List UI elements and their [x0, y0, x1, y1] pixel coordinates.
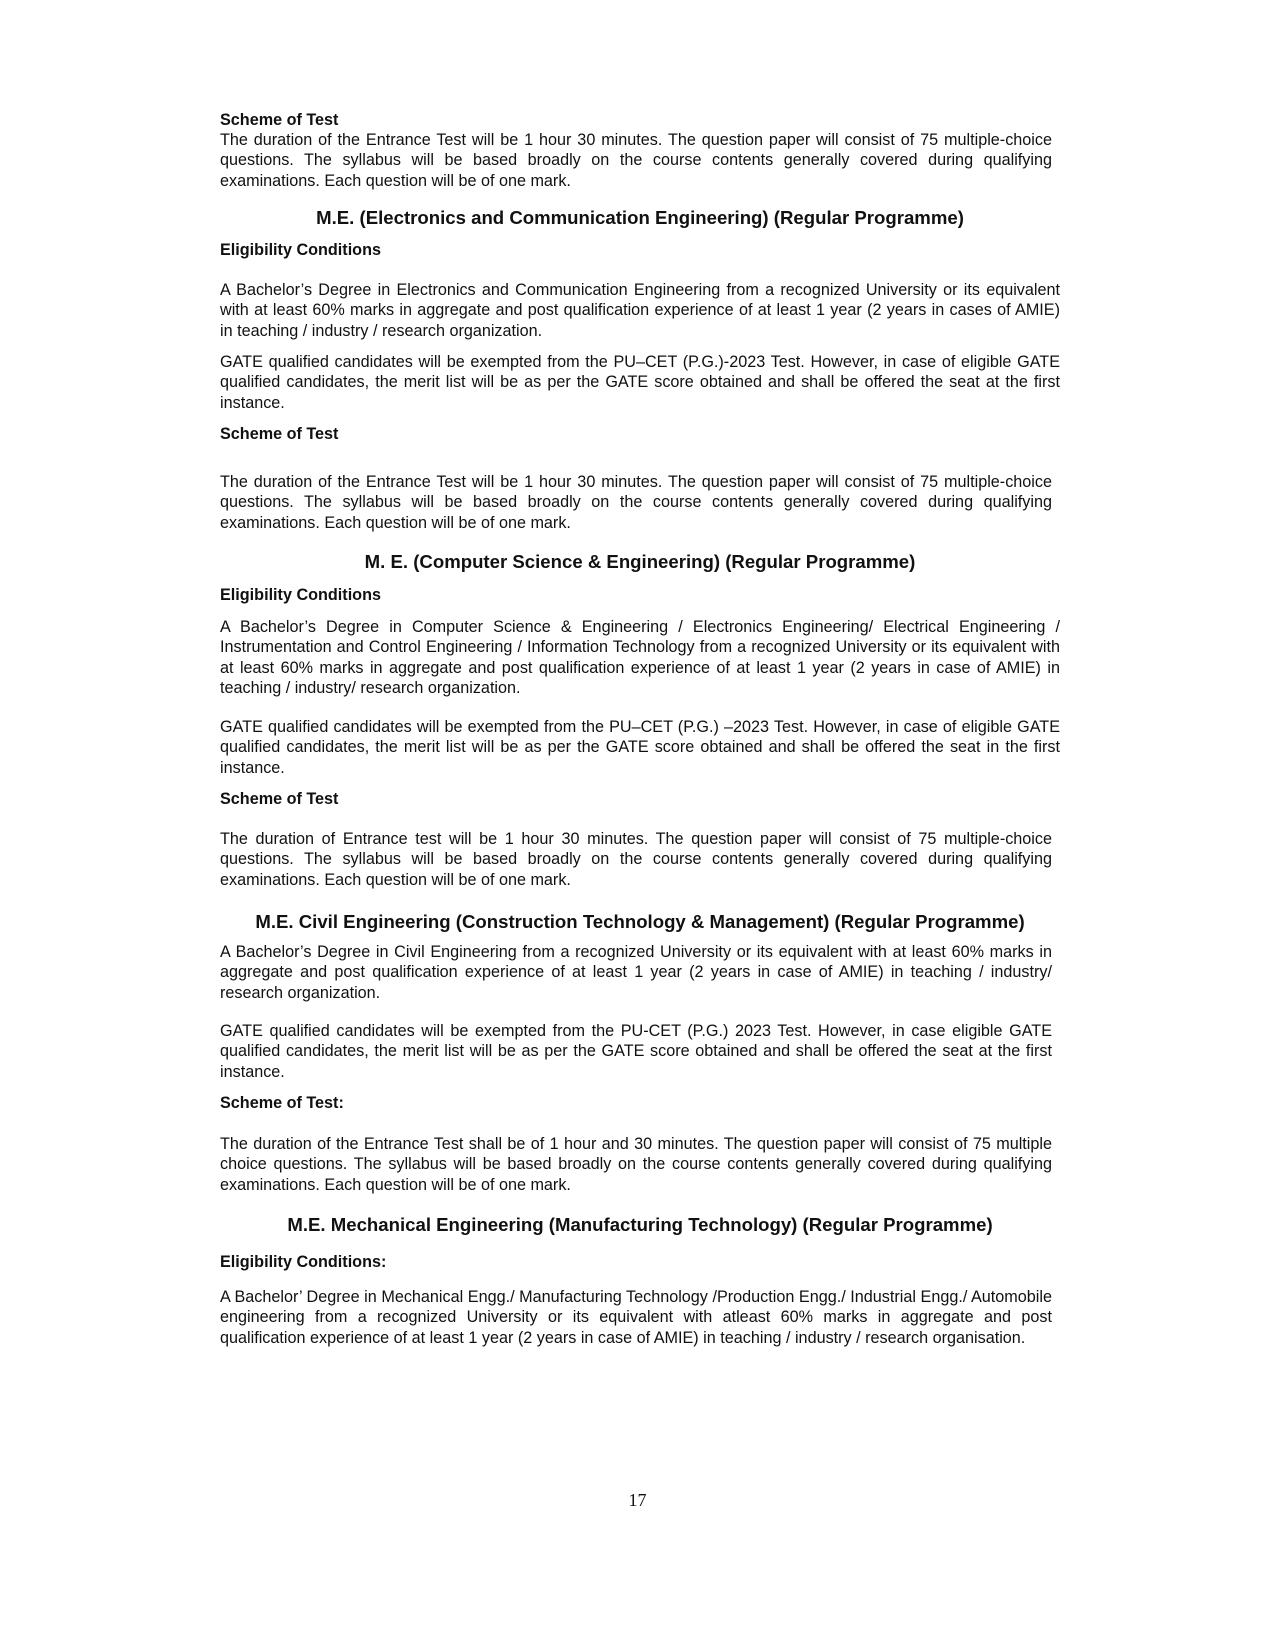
civil-scheme-text: The duration of the Entrance Test shall be of 1 hour and 30 minutes. The question paper will consist of 75 multiple choice questions. The syllabus will be based broadly on the course contents generally covered during qualifying examinations. Each question will be of one mark. — [220, 1135, 1052, 1194]
cse-programme-heading: M. E. (Computer Science & Engineering) (Regular Programme) — [364, 551, 916, 572]
mech-programme-heading: M.E. Mechanical Engineering (Manufacturing Technology) (Regular Programme) — [287, 1214, 993, 1235]
mech-eligibility-text: A Bachelor’ Degree in Mechanical Engg./ Manufacturing Technology /Production Engg./ Industrial Engg./ Automobile engineering from a recognized University or its equivalent with atleast 60% marks in aggregate and post qualification experience of at least 1 year (2 years in case of AMIE) in teaching / industry / research organisation. — [220, 1288, 1052, 1347]
ece-programme-heading: M.E. (Electronics and Communication Engineering) (Regular Programme) — [316, 207, 964, 228]
civil-scheme-label: Scheme of Test: — [220, 1094, 344, 1112]
cse-eligibility-label: Eligibility Conditions — [220, 586, 381, 604]
ece-gate-text: GATE qualified candidates will be exempted from the PU–CET (P.G.)-2023 Test. However, in case of eligible GATE qualified candidates, the merit list will be as per the GATE score obtained and shall be offered the seat at the first instance. — [220, 353, 1060, 412]
mech-eligibility-label: Eligibility Conditions: — [220, 1253, 387, 1271]
ece-scheme-label: Scheme of Test — [220, 425, 339, 443]
civil-eligibility-text: A Bachelor’s Degree in Civil Engineering from a recognized University or its equivalent with at least 60% marks in aggregate and post qualification experience of at least 1 year (2 years in case of AMIE) in teaching / industry/ research organization. — [220, 943, 1052, 1002]
scheme-of-test-text: The duration of the Entrance Test will be 1 hour 30 minutes. The question paper will consist of 75 multiple-choice questions. The syllabus will be based broadly on the course contents generally covered during qualifying examinations. Each question will be of one mark. — [220, 131, 1052, 190]
cse-gate-text: GATE qualified candidates will be exempted from the PU–CET (P.G.) –2023 Test. However, in case of eligible GATE qualified candidates, the merit list will be as per the GATE score obtained and shall be offered the seat in the first instance. — [220, 718, 1060, 777]
page-number: 17 — [628, 1490, 647, 1510]
civil-gate-text: GATE qualified candidates will be exempted from the PU-CET (P.G.) 2023 Test. However, in case eligible GATE qualified candidates, the merit list will be as per the GATE score obtained and shall be offered the seat at the first instance. — [220, 1022, 1052, 1081]
ece-scheme-text: The duration of the Entrance Test will be 1 hour 30 minutes. The question paper will consist of 75 multiple-choice questions. The syllabus will be based broadly on the course contents generally covered during qualifying examinations. Each question will be of one mark. — [220, 473, 1052, 532]
ece-eligibility-text: A Bachelor’s Degree in Electronics and Communication Engineering from a recognized University or its equivalent with at least 60% marks in aggregate and post qualification experience of at least 1 year (2 years in cases of AMIE) in teaching / industry / research organization. — [220, 281, 1060, 340]
ece-eligibility-label: Eligibility Conditions — [220, 241, 381, 259]
scheme-of-test-label: Scheme of Test — [220, 111, 339, 129]
cse-scheme-text: The duration of Entrance test will be 1 hour 30 minutes. The question paper will consist of 75 multiple-choice questions. The syllabus will be based broadly on the course contents generally covered during qualifying examinations. Each question will be of one mark. — [220, 830, 1052, 889]
cse-eligibility-text: A Bachelor’s Degree in Computer Science & Engineering / Electronics Engineering/ Electrical Engineering / Instrumentation and Control Engineering / Information Technology from a recognized University or its equivalent with at least 60% marks in aggregate and post qualification experience of at least 1 year (2 years in case of AMIE) in teaching / industry/ research organization. — [220, 618, 1060, 697]
cse-scheme-label: Scheme of Test — [220, 790, 339, 808]
civil-programme-heading: M.E. Civil Engineering (Construction Technology & Management) (Regular Programme) — [255, 911, 1025, 932]
